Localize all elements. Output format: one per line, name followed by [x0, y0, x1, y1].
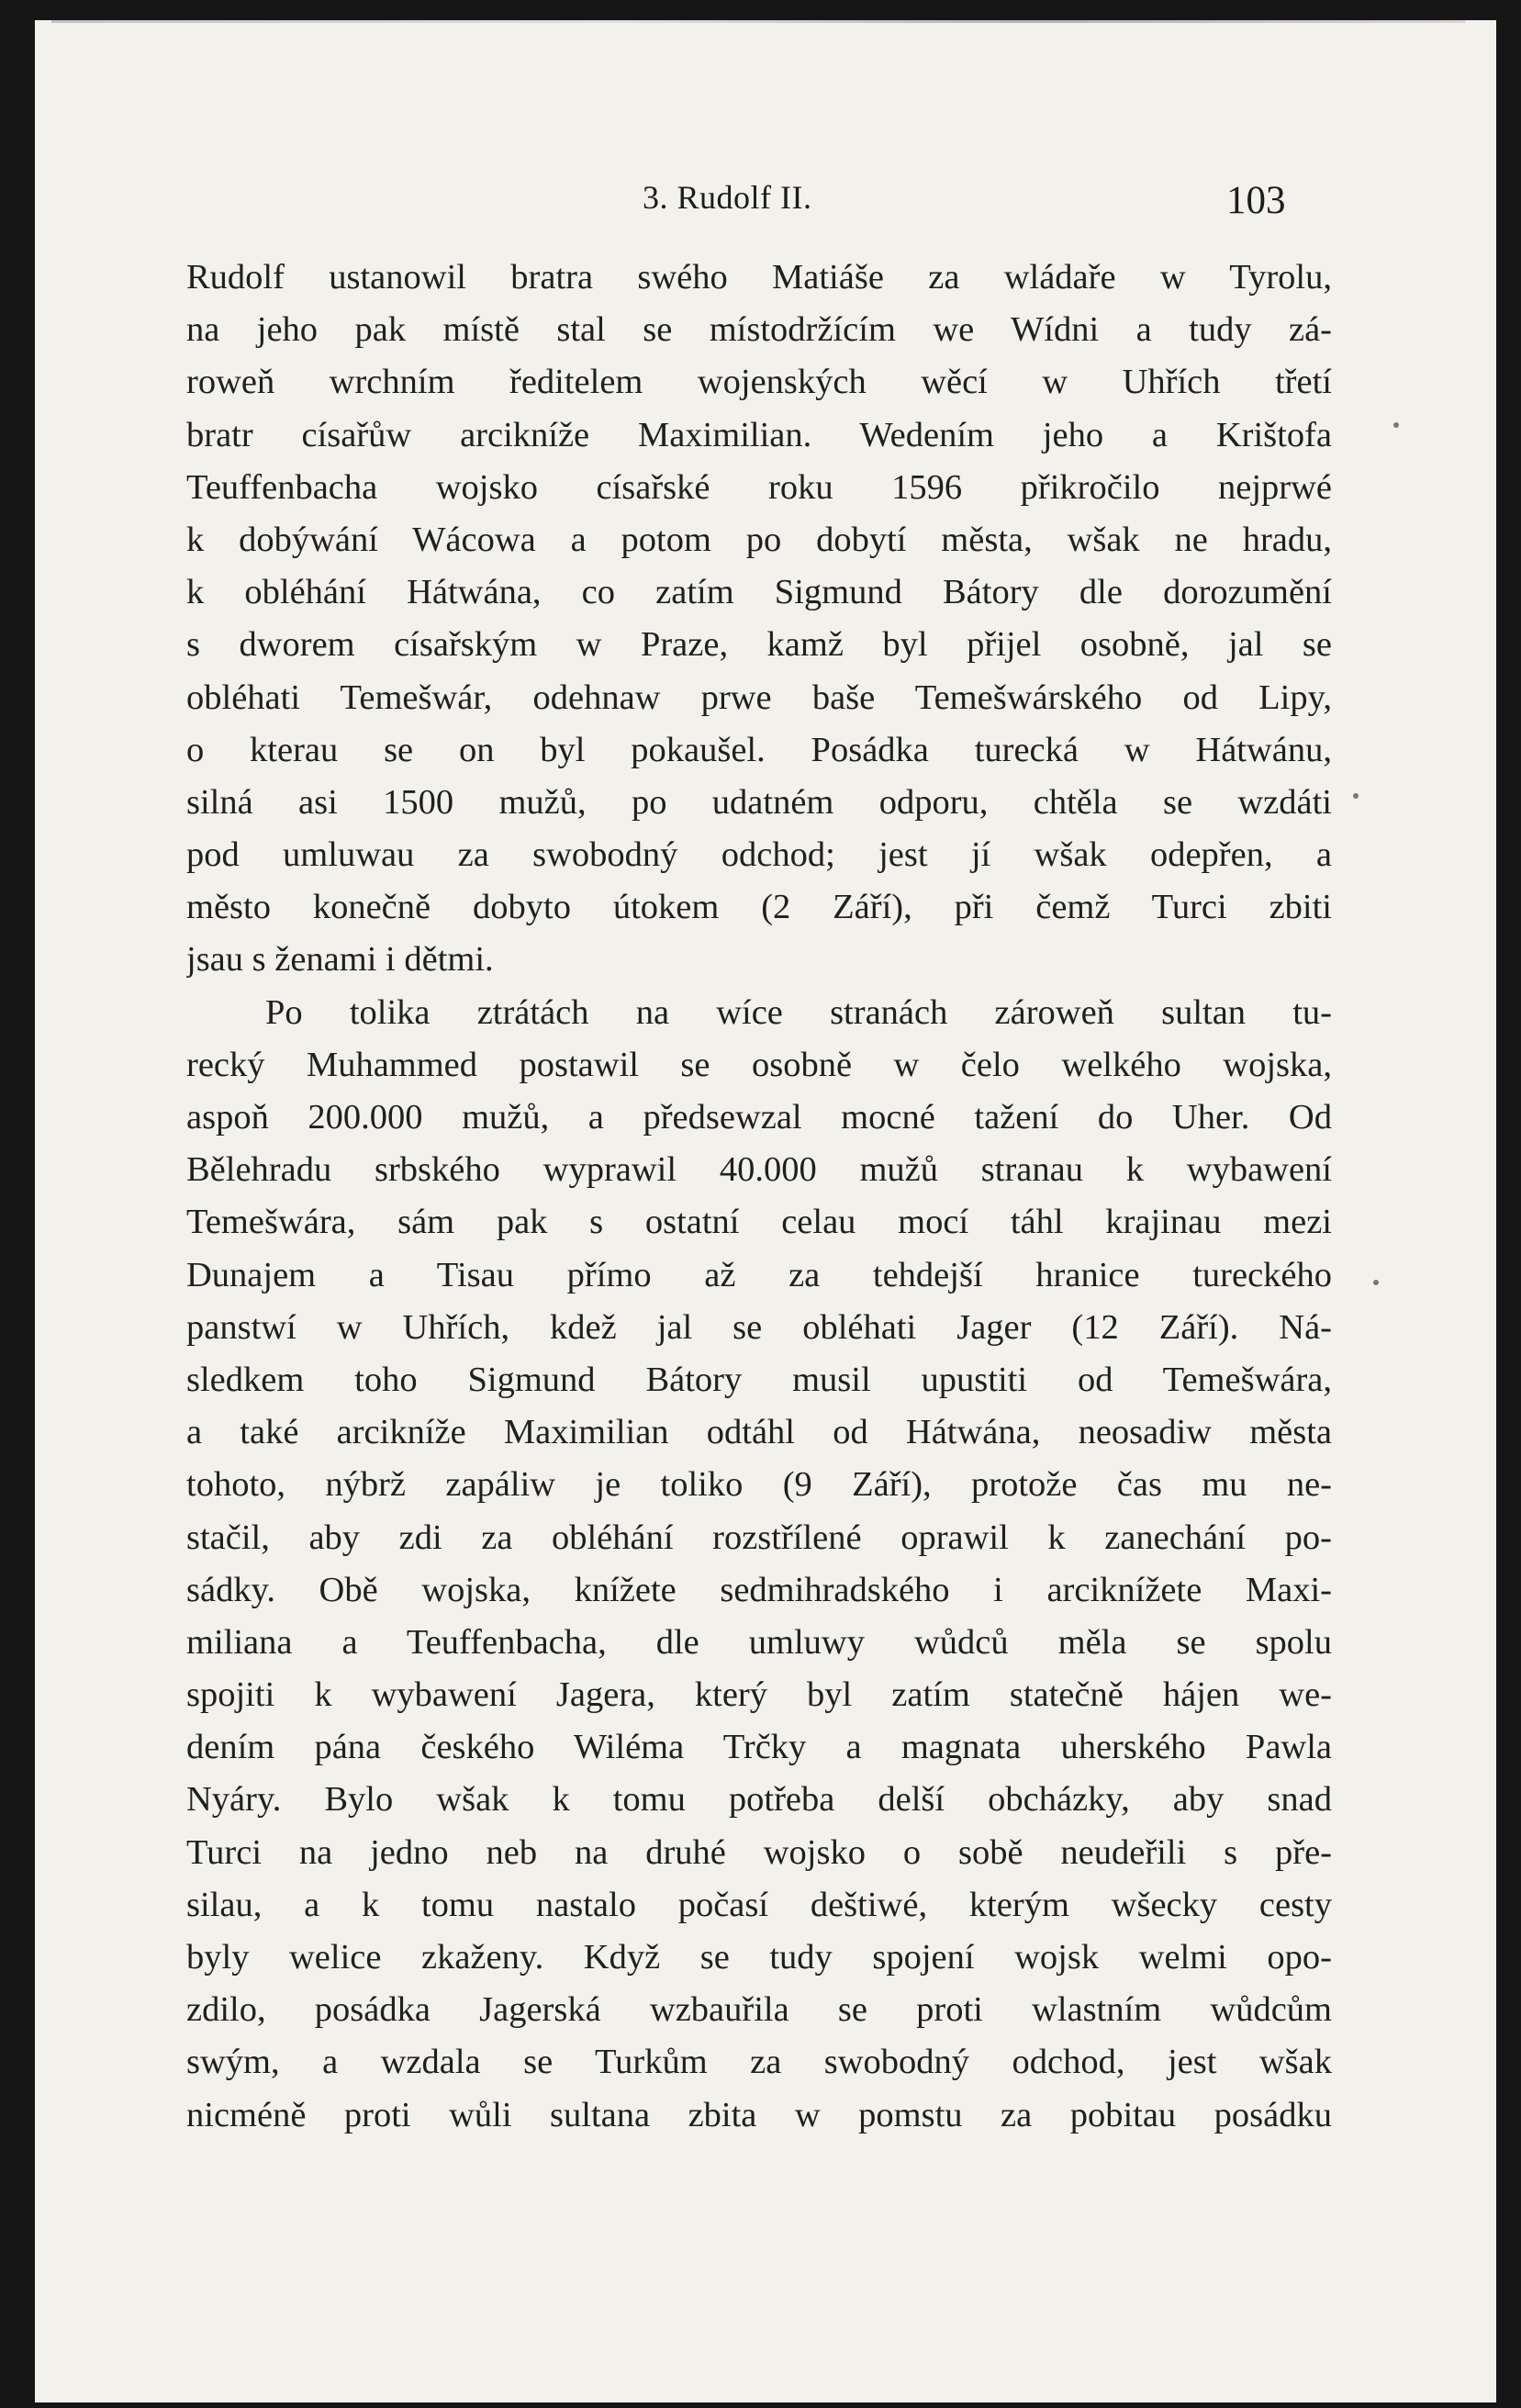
text-line: Turci na jedno neb na druhé wojsko o sobě neudeřili s pře- [186, 1832, 1332, 1872]
text-line: město konečně dobyto útokem (2 Září), při čemž Turci zbiti [186, 888, 1332, 927]
text-line: panstwí w Uhřích, kdež jal se obléhati Jager (12 Září). Ná- [186, 1307, 1332, 1347]
text-line: aspoň 200.000 mužů, a předsewzal mocné tažení do Uher. Od [186, 1098, 1332, 1137]
text-line: swým, a wzdala se Turkům za swobodný odchod, jest wšak [186, 2043, 1332, 2082]
text-line: roweň wrchním ředitelem wojenských wěcí w Uhřích třetí [186, 363, 1332, 402]
text-line: zdilo, posádka Jagerská wzbauřila se proti wlastním wůdcům [186, 1990, 1332, 2030]
text-line: k dobýwání Wácowa a potom po dobytí města, wšak ne hradu, [186, 520, 1332, 559]
text-line: silná asi 1500 mužů, po udatném odporu, chtěla se wzdáti [186, 782, 1332, 822]
text-line: s dworem císařským w Praze, kamž byl přijel osobně, jal se [186, 625, 1332, 665]
text-line: na jeho pak místě stal se místodržícím we Wídni a tudy zá- [186, 310, 1332, 350]
scan-edge-streak [51, 20, 1465, 23]
text-line: miliana a Teuffenbacha, dle umluwy wůdců měla se spolu [186, 1622, 1332, 1662]
text-line: k obléhání Hátwána, co zatím Sigmund Bátory dle dorozumění [186, 573, 1332, 612]
text-line: Rudolf ustanowil bratra swého Matiáše za wládaře w Tyrolu, [186, 258, 1332, 297]
text-line: obléhati Temešwár, odehnaw prwe baše Temešwárského od Lipy, [186, 678, 1332, 717]
text-line: silau, a k tomu nastalo počasí deštiwé, kterým wšecky cesty [186, 1885, 1332, 1924]
text-line: jsau s ženami i dětmi. [186, 940, 494, 980]
body-text [186, 252, 1332, 2142]
text-line: o kterau se on byl pokaušel. Posádka turecká w Hátwánu, [186, 730, 1332, 769]
text-line: Temešwára, sám pak s ostatní celau mocí táhl krajinau mezi [186, 1203, 1332, 1242]
text-line: sledkem toho Sigmund Bátory musil upustiti od Temešwára, [186, 1360, 1332, 1399]
text-line: spojiti k wybawení Jagera, který byl zatím statečně hájen we- [186, 1675, 1332, 1715]
text-line: pod umluwau za swobodný odchod; jest jí wšak odepřen, a [186, 835, 1332, 875]
text-line: Dunajem a Tisau přímo až za tehdejší hranice tureckého [186, 1255, 1332, 1294]
running-title: 3. Rudolf II. [643, 179, 812, 216]
text-line: a také arcikníže Maximilian odtáhl od Hátwána, neosadiw města [186, 1413, 1332, 1452]
text-line: Po tolika ztrátách na wíce stranách zároweň sultan tu- [265, 992, 1332, 1032]
text-line: dením pána českého Wiléma Trčky a magnata uherského Pawla [186, 1728, 1332, 1767]
scan-speck [1393, 422, 1399, 428]
text-line: tohoto, nýbrž zapáliw je toliko (9 Září), protože čas mu ne- [186, 1465, 1332, 1505]
scan-speck [1353, 793, 1359, 799]
text-line: nicméně proti wůli sultana zbita w pomstu za pobitau posádku [186, 2095, 1332, 2134]
text-line: sádky. Obě wojska, knížete sedmihradského i arciknížete Maxi- [186, 1570, 1332, 1609]
text-line: recký Muhammed postawil se osobně w čelo welkého wojska, [186, 1045, 1332, 1084]
running-head [35, 178, 1496, 224]
page-number: 103 [1226, 179, 1286, 222]
book-page [35, 20, 1496, 2402]
text-line: Bělehradu srbského wyprawil 40.000 mužů stranau k wybawení [186, 1150, 1332, 1190]
text-line: byly welice zkaženy. Když se tudy spojení wojsk welmi opo- [186, 1938, 1332, 1977]
text-line: bratr císařůw arcikníže Maximilian. Wedením jeho a Krištofa [186, 415, 1332, 454]
text-line: Teuffenbacha wojsko císařské roku 1596 přikročilo nejprwé [186, 467, 1332, 507]
text-line: stačil, aby zdi za obléhání rozstřílené oprawil k zanechání po- [186, 1518, 1332, 1557]
text-line: Nyáry. Bylo wšak k tomu potřeba delší obcházky, aby snad [186, 1780, 1332, 1820]
scan-speck [1373, 1280, 1379, 1285]
